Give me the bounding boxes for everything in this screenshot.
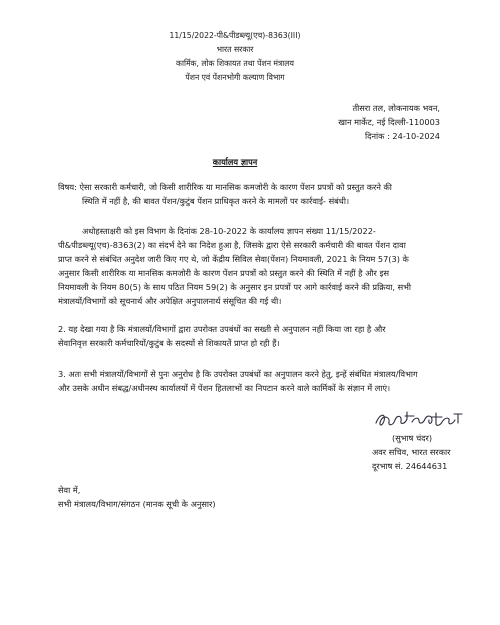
- address-line-2: खान मार्केट, नई दिल्ली-110003: [338, 117, 440, 127]
- para1-line-5: नियमावली के नियम 80(5) के साथ पठित नियम 59(2) के अनुसार इन प्रपत्रों पर आगे कार्रवाई करने की प्रक्रिया, सभी: [58, 282, 411, 292]
- para1-line-4: अनुसार किसी शारीरिक या मानसिक कमजोरी के कारण पेंशन प्रपत्रों को प्रस्तुत करने की स्थिति में नहीं है और इस: [58, 268, 390, 278]
- file-number: 11/15/2022-पी&पीडब्ल्यू(एच)-8363(III): [169, 30, 301, 40]
- para3-line-2: और उसके अधीन संबद्ध/अधीनस्थ कार्यालयों में पेंशन हितलाभों का निपटान करने वाले कार्मिकों के संज्ञान में लाएं।: [58, 383, 391, 393]
- department-name: पेंशन एवं पेंशनभोगी कल्याण विभाग: [185, 72, 285, 82]
- government-name: भारत सरकार: [216, 44, 254, 54]
- para2-line-2: सेवानिवृत्त सरकारी कर्मचारियों/कुटुंब के सदस्यों से शिकायतें प्राप्त हो रही हैं।: [58, 338, 280, 348]
- signatory-name: (सुभाष चंदर): [392, 433, 433, 443]
- ministry-name: कार्मिक, लोक शिकायत तथा पेंशन मंत्रालय: [176, 58, 294, 68]
- para3-line-1: 3. अतः सभी मंत्रालयों/विभागों से पुनः अनुरोध है कि उपरोक्त उपबंधों का अनुपालन करने हेतु, इन्हें संबंधित मंत्रालय/विभाग: [58, 369, 418, 379]
- addressee-salutation: सेवा में,: [58, 485, 81, 495]
- memo-title: कार्यालय ज्ञापन: [212, 158, 258, 168]
- addressee-recipients: सभी मंत्रालय/विभाग/संगठन (मानक सूची के अनुसार): [58, 499, 216, 509]
- signatory-designation: अवर सचिव, भारत सरकार: [372, 447, 451, 457]
- subject-line-2: स्थिति में नहीं है, की बावत पेंशन/कुटुंब पेंशन प्राधिकृत करने के मामलों पर कार्रवाई- संबंधी।: [82, 196, 350, 206]
- para1-line-2: पी&पीडब्ल्यू(एच)-8363(2) का संदर्भ देने का निदेश हुआ है, जिसके द्वारा ऐसे सरकारी कर्मचारी की बावत पेंशन दावा: [58, 240, 406, 250]
- para1-line-1: अधोहस्ताक्षरी को इस विभाग के दिनांक 28-10-2022 के कार्यालय ज्ञापन संख्या 11/15/2022-: [82, 226, 376, 236]
- handwritten-signature-icon: [372, 408, 468, 432]
- para1-line-6: मंत्रालयों/विभागों को सूचनार्थ और अपेक्षित अनुपालनार्थ संसूचित की गई थी।: [58, 296, 282, 306]
- signatory-phone: दूरभाष सं. 24644631: [372, 461, 448, 471]
- memo-date: दिनांक : 24-10-2024: [365, 131, 440, 141]
- para2-line-1: 2. यह देखा गया है कि मंत्रालयों/विभागों द्वारा उपरोक्त उपबंधों का सख्ती से अनुपालन नहीं किया जा रहा है और: [58, 324, 386, 334]
- address-line-1: तीसरा तल, लोकनायक भवन,: [352, 103, 440, 113]
- para1-line-3: प्राप्त करने से संबंधित अनुदेश जारी किए गए थे, जो केंद्रीय सिविल सेवा(पेंशन) नियमावली, 2021 के नियम 57(3) के: [58, 254, 409, 264]
- subject-line-1: विषय: ऐसा सरकारी कर्मचारी, जो किसी शारीरिक या मानसिक कमजोरी के कारण पेंशन प्रपत्रों को प्रस्तुत करने की: [58, 182, 392, 192]
